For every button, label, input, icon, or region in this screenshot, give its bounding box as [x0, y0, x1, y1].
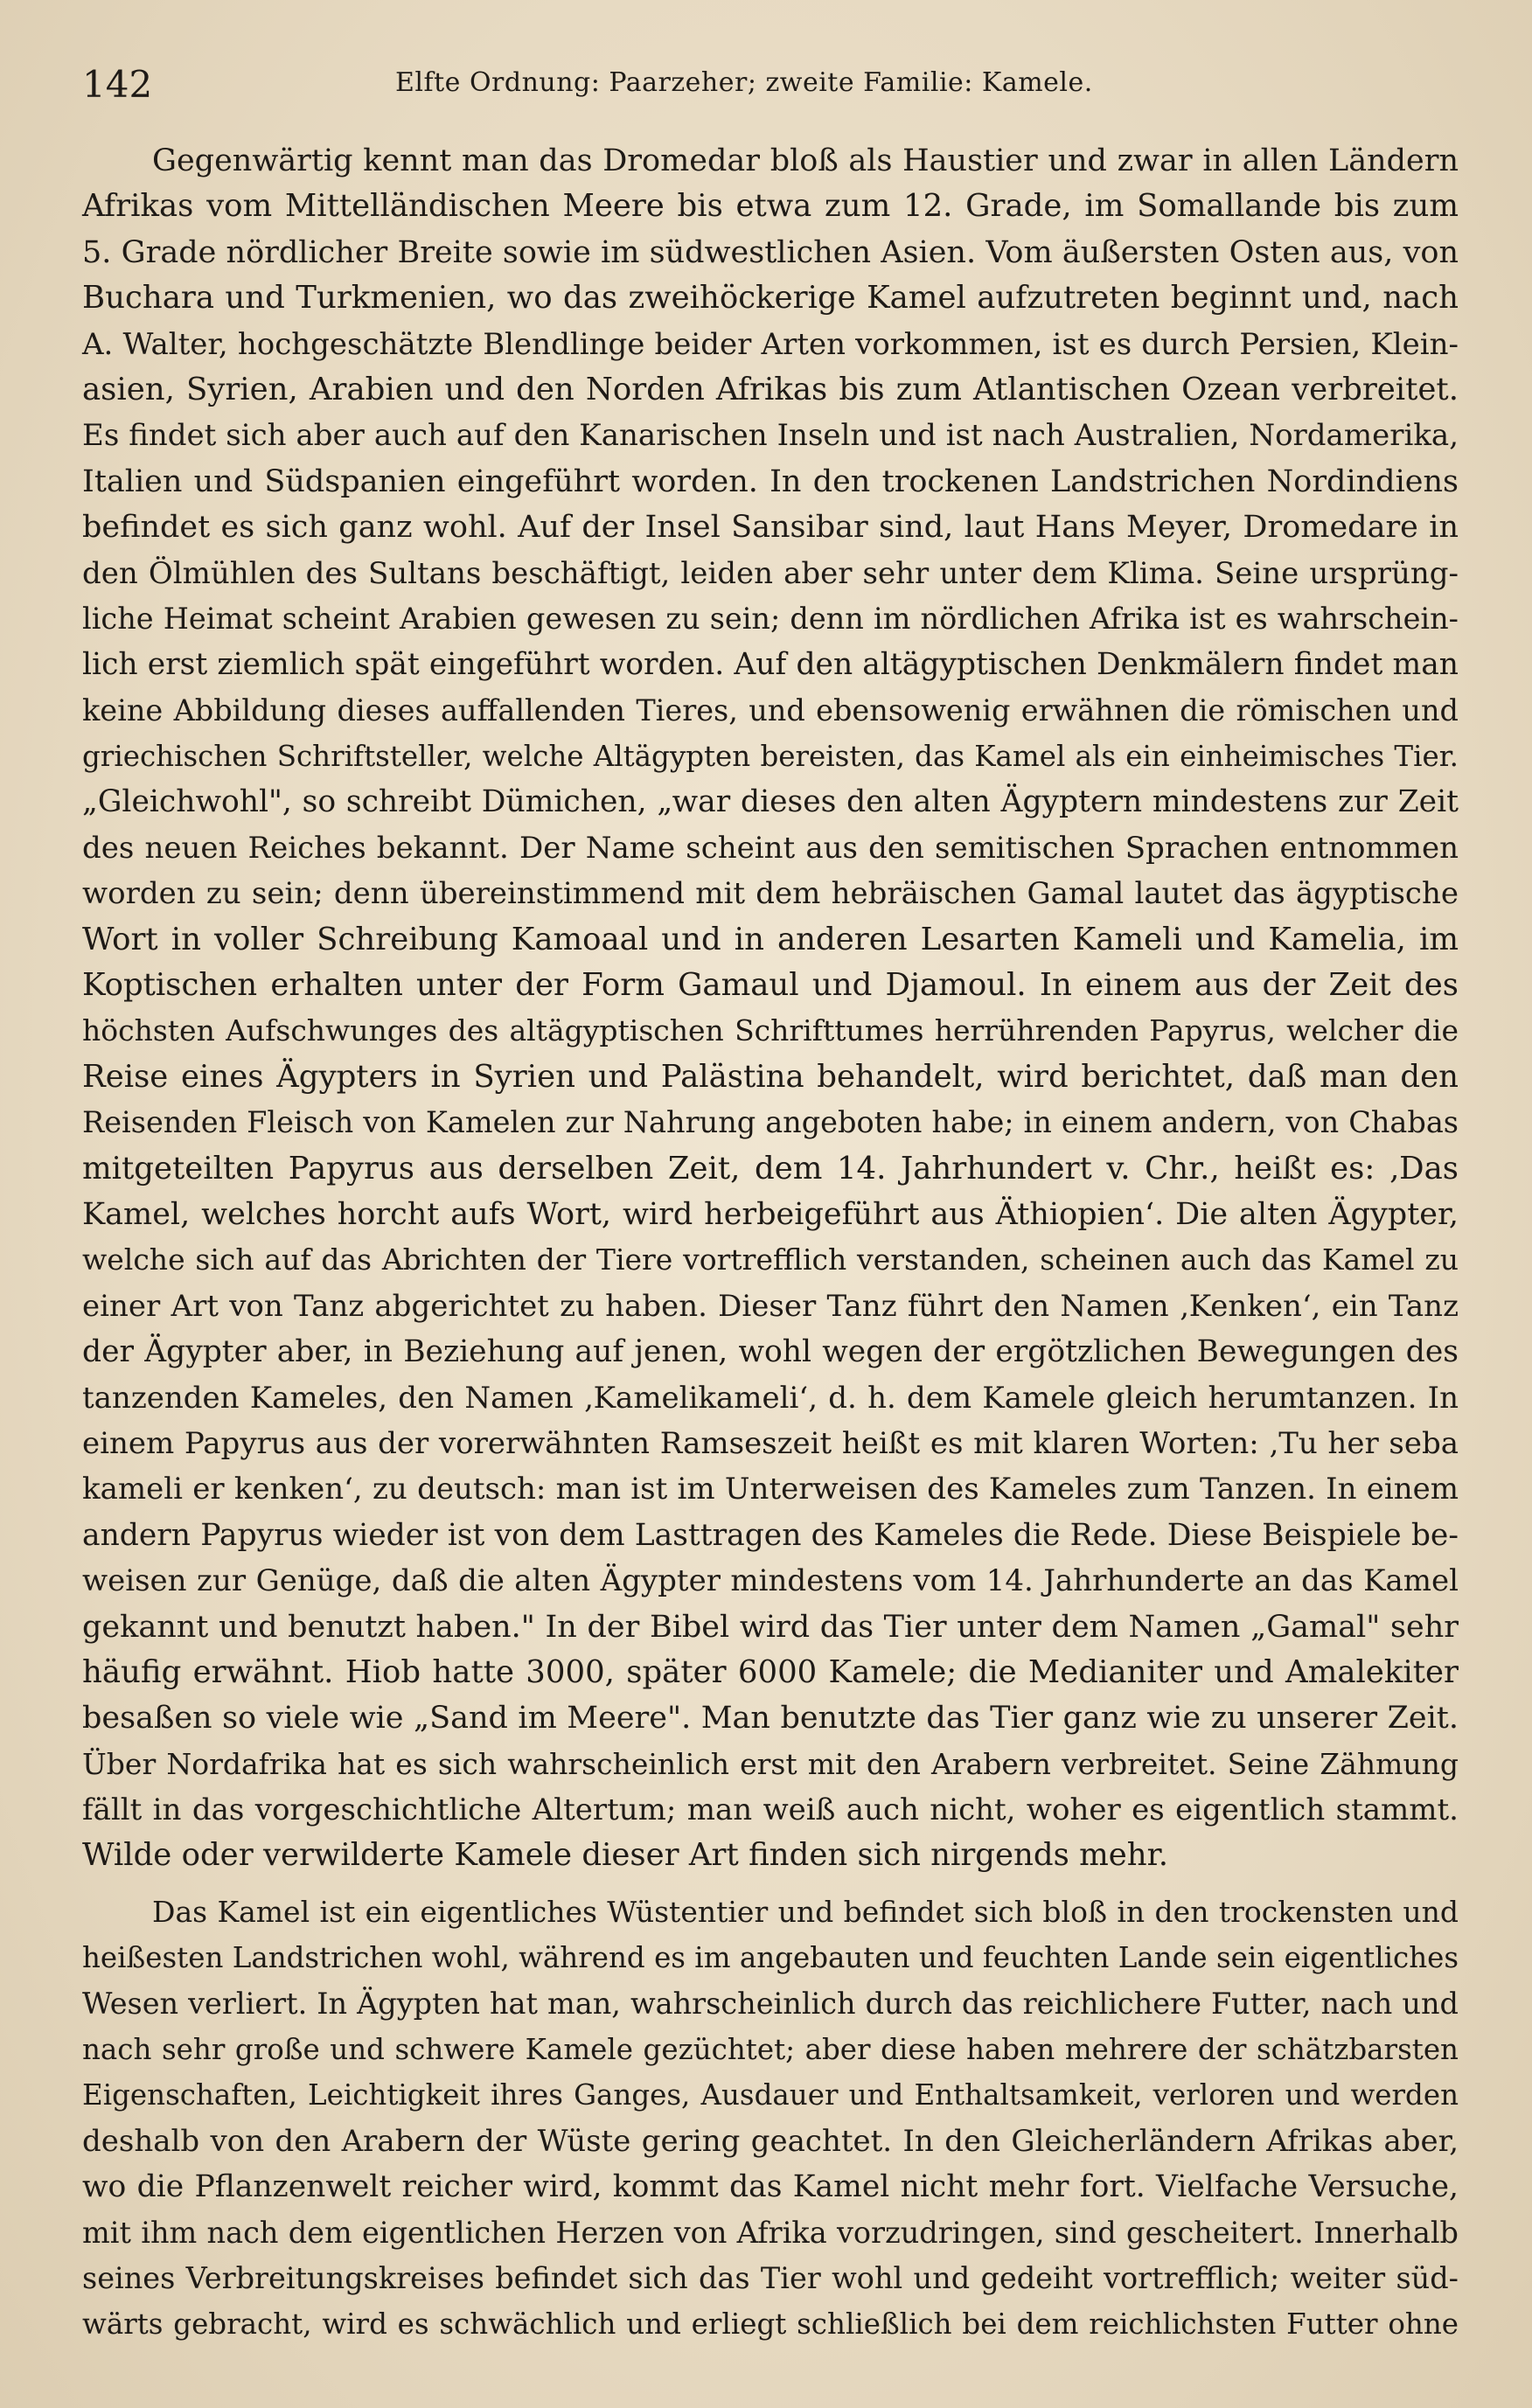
text-line: lich erst ziemlich spät eingeführt worden. Auf den altägyptischen Denkmälern findet man	[82, 647, 1459, 683]
text-line: heißesten Landstrichen wohl, während es im angebauten und feuchten Lande sein eigentliches	[82, 1941, 1459, 1975]
text-line: Es findet sich aber auch auf den Kanarischen Inseln und ist nach Australien, Nordamerika,	[82, 418, 1459, 454]
text-line: den Ölmühlen des Sultans beschäftigt, leiden aber sehr unter dem Klima. Seine ursprüng-	[82, 555, 1459, 591]
text-line: Afrikas vom Mittelländischen Meere bis etwa zum 12. Grade, im Somallande bis zum	[82, 188, 1459, 225]
text-line: seines Verbreitungskreises befindet sich das Tier wohl und gedeiht vortrefflich; weiter süd-	[82, 2260, 1459, 2295]
text-line: tanzenden Kameles, den Namen ‚Kamelikameli‘, d. h. dem Kamele gleich herumtanzen. In	[82, 1380, 1459, 1416]
text-line: worden zu sein; denn übereinstimmend mit dem hebräischen Gamal lautet das ägyptische	[82, 876, 1459, 912]
text-line: nach sehr große und schwere Kamele gezüchtet; aber diese haben mehrere der schätzbarsten	[82, 2033, 1459, 2067]
page-header	[82, 61, 1446, 114]
text-line: besaßen so viele wie „Sand im Meere". Man benutzte das Tier ganz wie zu unserer Zeit.	[82, 1701, 1459, 1736]
text-line: griechischen Schriftsteller, welche Altägypten bereisten, das Kamel als ein einheimisches Tier.	[82, 740, 1459, 774]
text-line: häufig erwähnt. Hiob hatte 3000, später 6000 Kamele; die Medianiter und Amalekiter	[82, 1653, 1459, 1690]
text-line: welche sich auf das Abrichten der Tiere vortrefflich verstanden, scheinen auch das Kamel zu	[82, 1242, 1459, 1277]
text-line: liche Heimat scheint Arabien gewesen zu sein; denn im nördlichen Afrika ist es wahrschein-	[82, 601, 1459, 636]
text-line: mit ihm nach dem eigentlichen Herzen von Afrika vorzudringen, sind gescheitert. Innerhalb	[82, 2215, 1459, 2250]
running-head: Elfte Ordnung: Paarzeher; zweite Familie: Kamele.	[395, 67, 1093, 98]
text-line: Wilde oder verwilderte Kamele dieser Art finden sich nirgends mehr.	[82, 1837, 1168, 1874]
body-text	[82, 138, 1459, 2348]
text-line: Eigenschaften, Leichtigkeit ihres Ganges, Ausdauer und Enthaltsamkeit, verloren und werden	[82, 2078, 1459, 2112]
text-line: höchsten Aufschwunges des altägyptischen Schrifttumes herrührenden Papyrus, welcher die	[82, 1013, 1459, 1048]
text-line: Buchara und Turkmenien, wo das zweihöckerige Kamel aufzutreten beginnt und, nach	[82, 280, 1459, 317]
text-line: deshalb von den Arabern der Wüste gering geachtet. In den Gleicherländern Afrikas aber,	[82, 2123, 1459, 2159]
text-line: Kamel, welches horcht aufs Wort, wird herbeigeführt aus Äthiopien‘. Die alten Ägypter,	[82, 1196, 1459, 1232]
text-line: wo die Pflanzenwelt reicher wird, kommt das Kamel nicht mehr fort. Vielfache Versuche,	[82, 2169, 1459, 2205]
text-line: keine Abbildung dieses auffallenden Tieres, und ebensowenig erwähnen die römischen und	[82, 692, 1459, 727]
text-line: Italien und Südspanien eingeführt worden. In den trockenen Landstrichen Nordindiens	[82, 463, 1459, 499]
text-line: weisen zur Genüge, daß die alten Ägypter mindestens vom 14. Jahrhunderte an das Kamel	[82, 1563, 1459, 1599]
text-line: Gegenwärtig kennt man das Dromedar bloß als Haustier und zwar in allen Ländern	[152, 143, 1459, 178]
text-line: fällt in das vorgeschichtliche Altertum; man weiß auch nicht, woher es eigentlich stammt.	[82, 1792, 1459, 1828]
text-line: 5. Grade nördlicher Breite sowie im südwestlichen Asien. Vom äußersten Osten aus, von	[82, 234, 1459, 270]
text-line: andern Papyrus wieder ist von dem Lasttragen des Kameles die Rede. Diese Beispiele be-	[82, 1517, 1459, 1553]
text-line: Wesen verliert. In Ägypten hat man, wahrscheinlich durch das reichlichere Futter, nach und	[82, 1986, 1459, 2021]
text-line: Wort in voller Schreibung Kamoaal und in anderen Lesarten Kameli und Kamelia, im	[82, 921, 1459, 957]
text-line: Reise eines Ägypters in Syrien und Palästina behandelt, wird berichtet, daß man den	[82, 1058, 1459, 1095]
text-line: mitgeteilten Papyrus aus derselben Zeit, dem 14. Jahrhundert v. Chr., heißt es: ‚Das	[82, 1150, 1459, 1187]
text-line: asien, Syrien, Arabien und den Norden Afrikas bis zum Atlantischen Ozean verbreitet.	[82, 371, 1459, 407]
text-line: gekannt und benutzt haben." In der Bibel wird das Tier unter dem Namen „Gamal" sehr	[82, 1609, 1459, 1645]
text-line: einer Art von Tanz abgerichtet zu haben. Dieser Tanz führt den Namen ‚Kenken‘, ein Tanz	[82, 1288, 1459, 1324]
text-line: einem Papyrus aus der vorerwähnten Ramseszeit heißt es mit klaren Worten: ‚Tu her seba	[82, 1425, 1459, 1461]
text-line: A. Walter, hochgeschätzte Blendlinge beider Arten vorkommen, ist es durch Persien, Klein-	[82, 326, 1459, 362]
page-number: 142	[82, 63, 153, 106]
paragraph-1	[82, 138, 1459, 1879]
text-line: Reisenden Fleisch von Kamelen zur Nahrung angeboten habe; in einem andern, von Chabas	[82, 1105, 1459, 1140]
text-line: der Ägypter aber, in Beziehung auf jenen, wohl wegen der ergötzlichen Bewegungen des	[82, 1334, 1459, 1370]
text-line: „Gleichwohl", so schreibt Dümichen, „war dieses den alten Ägyptern mindestens zur Zeit	[82, 784, 1459, 820]
paragraph-2	[82, 1890, 1459, 2348]
text-line: Das Kamel ist ein eigentliches Wüstentier und befindet sich bloß in den trockensten und	[152, 1894, 1459, 1929]
text-line: befindet es sich ganz wohl. Auf der Insel Sansibar sind, laut Hans Meyer, Dromedare in	[82, 510, 1459, 546]
text-line: Über Nordafrika hat es sich wahrscheinlich erst mit den Arabern verbreitet. Seine Zähmung	[82, 1746, 1459, 1781]
text-line: Koptischen erhalten unter der Form Gamaul und Djamoul. In einem aus der Zeit des	[82, 967, 1459, 1004]
text-line: des neuen Reiches bekannt. Der Name scheint aus den semitischen Sprachen entnommen	[82, 830, 1459, 866]
text-line: kameli er kenken‘, zu deutsch: man ist im Unterweisen des Kameles zum Tanzen. In einem	[82, 1472, 1459, 1507]
text-line: wärts gebracht, wird es schwächlich und erliegt schließlich bei dem reichlichsten Futter ohne	[82, 2307, 1459, 2342]
